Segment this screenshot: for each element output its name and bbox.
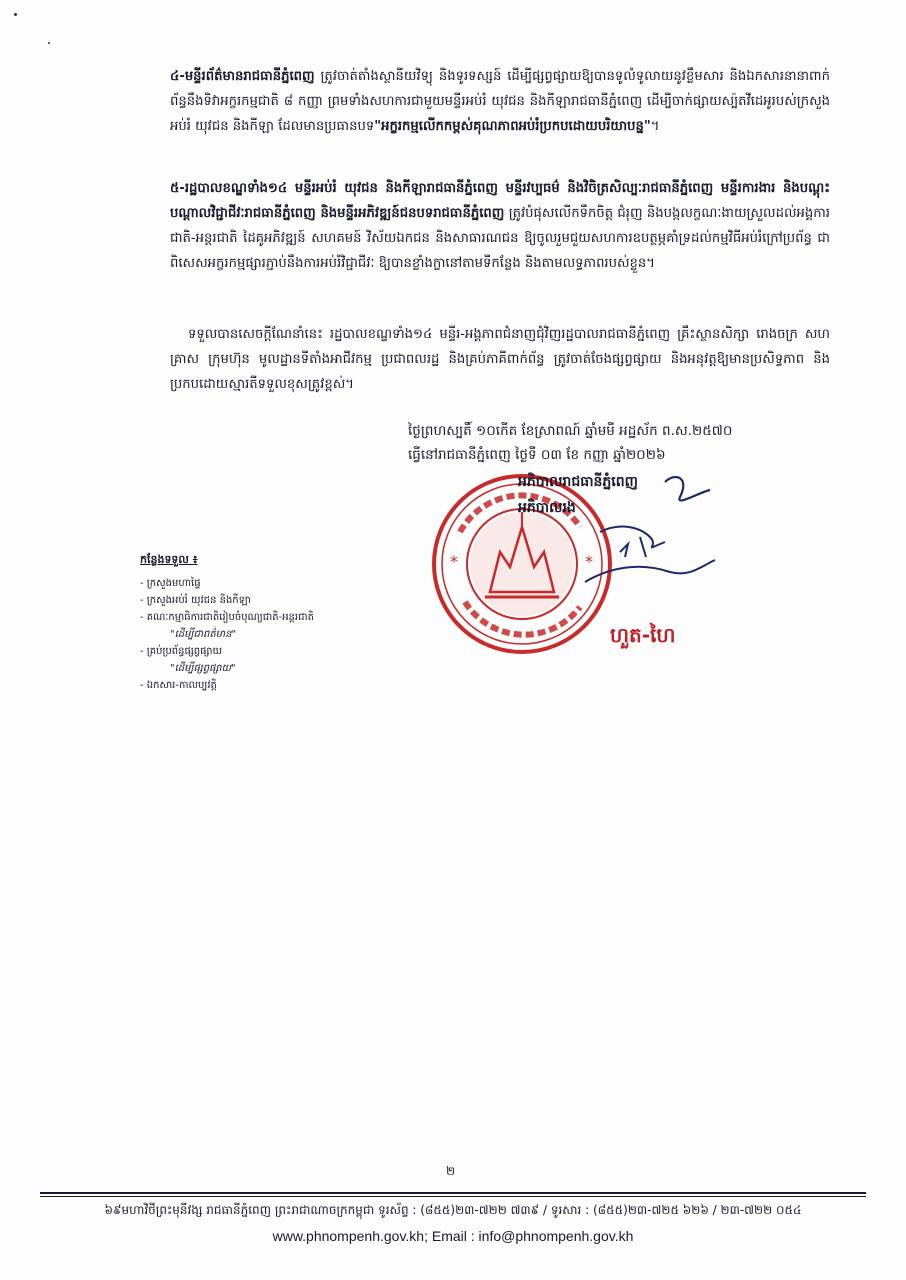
list-item-5	[170, 176, 830, 276]
signatory-subtitle: អភិបាលរង	[518, 500, 576, 516]
signer-name: ហួត-ហៃ	[610, 623, 676, 647]
recipients-list	[140, 553, 400, 694]
signatory-title: អភិបាលរាជធានីភ្នំពេញ	[518, 474, 638, 490]
scan-speck	[14, 13, 17, 16]
item-heading: មន្ទីរព័ត៌មានរាជធានីភ្នំពេញ	[184, 69, 315, 84]
recipients-title: កន្លែងទទួល ៖	[140, 553, 198, 566]
footer-contact: www.phnompenh.gov.kh; Email : info@phnompenh.gov.kh	[272, 1228, 634, 1244]
item-number: ៤-	[170, 69, 185, 84]
footer-divider	[40, 1196, 866, 1197]
date-lunar: ថ្ងៃព្រហស្បតិ៍ ១០កើត ខែស្រាពណ៍ ឆ្នាំមមី អដ្ឋស័ក ព.ស.២៥៧០	[408, 423, 733, 439]
item-heading: រដ្ឋបាលខណ្ឌទាំង១៤ មន្ទីរអប់រំ យុវជន និងកីឡារាជធានីភ្នំពេញ មន្ទីរវប្បធម៌ និងវិចិត្រសិល្បៈរាជធានីភ្នំពេញ មន្ទីរការងារ និងបណ្តុះបណ្តាលវិជ្ជាជីវៈរាជធានីភ្នំពេញ និងមន្ទីរអភិវឌ្ឍន៍ជនបទរាជធានីភ្នំពេញ	[170, 181, 830, 221]
item-end: ។	[650, 119, 660, 134]
recipient-item: - ក្រសួងមហាផ្ទៃ	[140, 578, 201, 589]
recipient-item: - ក្រសួងអប់រំ យុវជន និងកីឡា	[140, 595, 251, 606]
closing-paragraph: ទទួលបានសេចក្តីណែនាំនេះ រដ្ឋបាលខណ្ឌទាំង១៤ មន្ទីរ-អង្គភាពជំនាញជុំវិញរដ្ឋបាលរាជធានីភ្នំពេញ គ្រឹះស្ថានសិក្សា រោងចក្រ សហគ្រាស ក្រុមហ៊ុន មូលដ្ឋានទីតាំងអាជីវកម្ម ប្រជាពលរដ្ឋ និងគ្រប់ភាគីពាក់ព័ន្ធ ត្រូវចាត់ចែងផ្សព្វផ្សាយ និងអនុវត្តឱ្យមានប្រសិទ្ធភាព និងប្រកបដោយស្មារតីទទួលខុសត្រូវខ្ពស់។	[170, 327, 830, 392]
recipient-note: "ដើម្បីជាពត៌មាន"	[170, 629, 237, 640]
date-solar: ធ្វើនៅរាជធានីភ្នំពេញ ថ្ងៃទី ០៣ ខែ កញ្ញា ឆ្នាំ២០២៦	[408, 447, 666, 463]
scan-speck	[48, 42, 50, 44]
recipient-note: "ដើម្បីផ្សព្វផ្សាយ"	[170, 663, 236, 674]
footer-address: ៦៩មហាវិថីព្រះមុនីវង្ស រាជធានីភ្នំពេញ ព្រះរាជាណាចក្រកម្ពុជា ទូរស័ព្ទ : (៨៥៥)២៣-៧២២ ៧៣៩ / ទូរសារ : (៨៥៥)២៣-៧២៥ ៦២៦ / ២៣-៧២២ ០៥៤	[104, 1203, 802, 1217]
list-item-4	[170, 64, 830, 139]
signature-block	[430, 472, 720, 682]
recipient-item: - គ្រប់ប្រព័ន្ធផ្សព្វផ្សាយ	[140, 646, 223, 657]
handwritten-signature-icon	[580, 472, 720, 602]
page-number: ២	[446, 1164, 456, 1178]
item-body: ត្រូវចាត់តាំងស្ថានីយវិទ្យុ និងទូរទស្សន៍ ដើម្បីផ្សព្វផ្សាយឱ្យបានទូលំទូលាយនូវខ្លឹមសារ និងឯកសារនានាពាក់ព័ន្ធនឹងទិវាអក្ខរកម្មជាតិ ៨ កញ្ញា ព្រមទាំងសហការជាមួយមន្ទីរអប់រំ យុវជន និងកីឡារាជធានីភ្នំពេញ ដើម្បីចាក់ផ្សាយស្ប៉តវីដេអូរបស់ក្រសួងអប់រំ យុវជន និងកីឡា ដែលមានប្រធានបទ	[170, 69, 830, 134]
svg-text:*: *	[585, 552, 593, 571]
recipient-item: - គណៈកម្មាធិការជាតិរៀបចំបុណ្យជាតិ-អន្តរជាតិ	[140, 612, 314, 623]
svg-text:*: *	[450, 552, 458, 571]
item-number: ៥-	[170, 181, 185, 196]
item-body: ត្រូវបំផុសលើកទឹកចិត្ត ជំរុញ និងបង្កលក្ខណៈងាយស្រួលដល់អង្គការជាតិ-អន្តរជាតិ ដៃគូអភិវឌ្ឍន៍ សហគមន៍ វិស័យឯកជន និងសាធារណជន ឱ្យចូលរួមជួយសហការឧបត្ថម្ភគាំទ្រដល់កម្មវិធីអប់រំក្រៅប្រព័ន្ធ ជាពិសេសអក្ខរកម្មផ្សារភ្ជាប់នឹងការអប់រំវិជ្ជាជីវៈ ឱ្យបានខ្លាំងក្លានៅតាមទីកន្លែង និងតាមលទ្ធភាពរបស់ខ្លួន។	[170, 206, 830, 271]
recipient-item: - ឯកសារ-កាលប្បវត្តិ	[140, 680, 217, 691]
footer-divider	[40, 1192, 866, 1194]
item-theme: "អក្ខរកម្មលើកកម្ពស់គុណភាពអប់រំប្រកបដោយបរិយាបន្ន"	[374, 119, 651, 134]
